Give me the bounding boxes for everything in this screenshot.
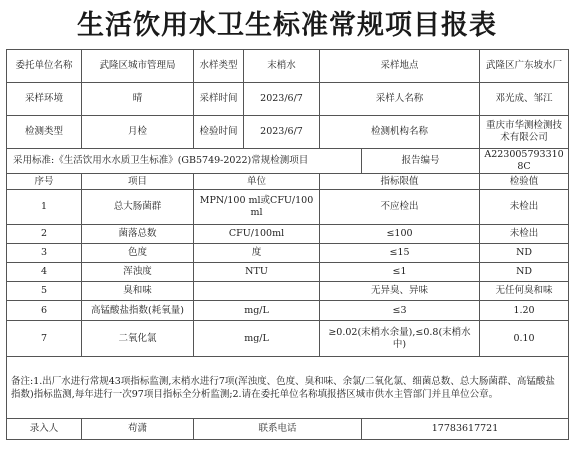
row-item: 总大肠菌群 — [82, 190, 194, 225]
info-row-2 — [7, 83, 569, 116]
location-label: 采样地点 — [320, 50, 480, 83]
sample-type-value: 末梢水 — [244, 50, 320, 83]
sampler-value: 邓光成、邹江 — [480, 83, 569, 116]
row-limit: ≤3 — [320, 301, 480, 321]
row-value: 无任何臭和味 — [480, 282, 569, 301]
row-value: 1.20 — [480, 301, 569, 321]
test-time-value: 2023/6/7 — [244, 116, 320, 149]
row-seq: 7 — [7, 321, 82, 357]
row-unit: NTU — [194, 263, 320, 282]
row-limit: 不应检出 — [320, 190, 480, 225]
row-unit: 度 — [194, 244, 320, 263]
test-type-value: 月检 — [82, 116, 194, 149]
row-unit — [194, 282, 320, 301]
row-limit: 无异臭、异味 — [320, 282, 480, 301]
table-row — [7, 225, 569, 244]
report-table — [6, 49, 569, 440]
row-limit: ≤1 — [320, 263, 480, 282]
row-item: 色度 — [82, 244, 194, 263]
entry-label: 录入人 — [7, 419, 82, 440]
table-row — [7, 263, 569, 282]
table-row — [7, 301, 569, 321]
row-value: ND — [480, 244, 569, 263]
row-seq: 6 — [7, 301, 82, 321]
client-label: 委托单位名称 — [7, 50, 82, 83]
row-item: 高锰酸盐指数(耗氧量) — [82, 301, 194, 321]
table-row — [7, 282, 569, 301]
row-value: ND — [480, 263, 569, 282]
header-item: 项目 — [82, 174, 194, 190]
row-seq: 5 — [7, 282, 82, 301]
row-unit: mg/L — [194, 301, 320, 321]
header-seq: 序号 — [7, 174, 82, 190]
entry-value: 苟潇 — [82, 419, 194, 440]
agency-label: 检测机构名称 — [320, 116, 480, 149]
agency-value: 重庆市华测检测技术有限公司 — [480, 116, 569, 149]
row-value: 未检出 — [480, 190, 569, 225]
sample-time-value: 2023/6/7 — [244, 83, 320, 116]
info-row-3 — [7, 116, 569, 149]
header-limit: 指标限值 — [320, 174, 480, 190]
report-title: 生活饮用水卫生标准常规项目报表 — [77, 10, 497, 41]
row-seq: 4 — [7, 263, 82, 282]
note-row — [7, 357, 569, 419]
table-row — [7, 244, 569, 263]
row-seq: 1 — [7, 190, 82, 225]
header-value: 检验值 — [480, 174, 569, 190]
env-label: 采样环境 — [7, 83, 82, 116]
standard-row — [7, 149, 569, 174]
sample-time-label: 采样时间 — [194, 83, 244, 116]
report-number-value: A2230057933108C — [480, 149, 569, 174]
phone-label: 联系电话 — [194, 419, 362, 440]
info-row-1 — [7, 50, 569, 83]
table-row — [7, 321, 569, 357]
row-limit: ≤100 — [320, 225, 480, 244]
report-number-label: 报告编号 — [362, 149, 480, 174]
standard-text: 采用标准:《生活饮用水水质卫生标准》(GB5749-2022)常规检测项目 — [7, 149, 362, 174]
sample-type-label: 水样类型 — [194, 50, 244, 83]
phone-value: 17783617721 — [362, 419, 569, 440]
row-limit: ≤15 — [320, 244, 480, 263]
table-row — [7, 190, 569, 225]
row-limit: ≥0.02(末梢水余量),≤0.8(末梢水中) — [320, 321, 480, 357]
row-unit: CFU/100ml — [194, 225, 320, 244]
note-text: 备注:1.出厂水进行常规43项指标监测,末梢水进行7项(浑浊度、色度、臭和味、余氯/二氧化氯、细菌总数、总大肠菌群、高锰酸盐指数)指标监测,每年进行一次97项目指标全分析监测;2.请在委托单位名称填报搭区城市供水主管部门并且单位公章。 — [7, 357, 569, 419]
row-unit: MPN/100 ml或CFU/100ml — [194, 190, 320, 225]
client-value: 武隆区城市管理局 — [82, 50, 194, 83]
row-item: 浑浊度 — [82, 263, 194, 282]
test-time-label: 检验时间 — [194, 116, 244, 149]
sampler-label: 采样人名称 — [320, 83, 480, 116]
footer-row — [7, 419, 569, 440]
row-seq: 3 — [7, 244, 82, 263]
row-unit: mg/L — [194, 321, 320, 357]
row-item: 臭和味 — [82, 282, 194, 301]
test-type-label: 检测类型 — [7, 116, 82, 149]
env-value: 晴 — [82, 83, 194, 116]
row-value: 未检出 — [480, 225, 569, 244]
row-item: 菌落总数 — [82, 225, 194, 244]
row-item: 二氧化氯 — [82, 321, 194, 357]
row-value: 0.10 — [480, 321, 569, 357]
location-value: 武隆区广东坡水厂 — [480, 50, 569, 83]
header-unit: 单位 — [194, 174, 320, 190]
table-header-row — [7, 174, 569, 190]
row-seq: 2 — [7, 225, 82, 244]
